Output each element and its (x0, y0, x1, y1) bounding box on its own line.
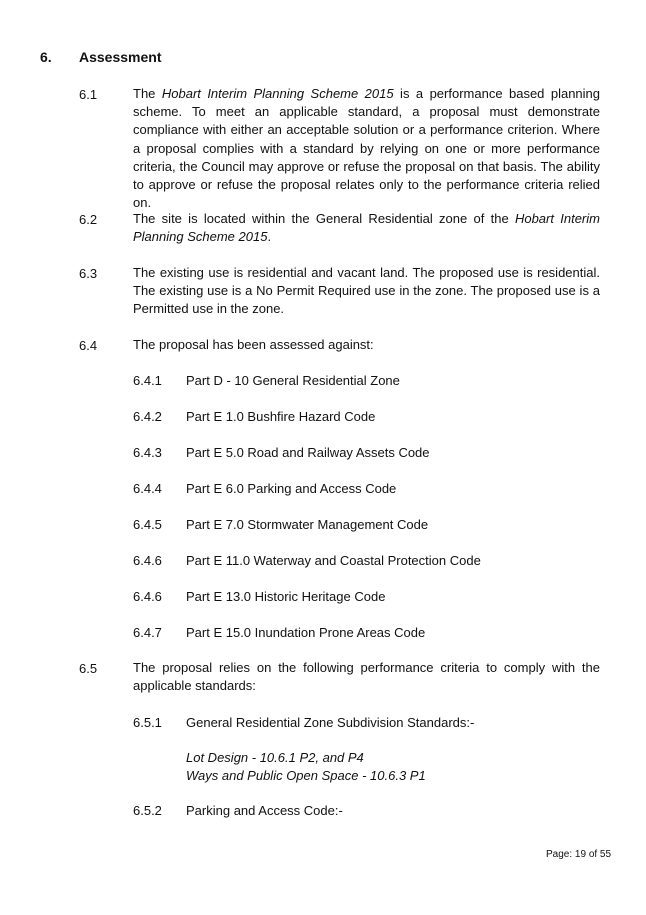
page-number: Page: 19 of 55 (546, 849, 612, 860)
list-item-number: 6.4.1 (133, 373, 162, 388)
paragraph-text: . (267, 229, 272, 245)
list-item-number: 6.4.3 (133, 445, 162, 460)
list-item: Part E 11.0 Waterway and Coastal Protection Code (186, 553, 481, 568)
list-item-number: 6.4.2 (133, 409, 162, 424)
paragraph-number: 6.2 (79, 212, 98, 227)
performance-criterion: Ways and Public Open Space - 10.6.3 P1 (186, 768, 426, 783)
list-item-number: 6.5.1 (133, 715, 162, 730)
paragraph-6-2 (133, 210, 600, 246)
paragraph-text: The (133, 86, 162, 101)
list-item-number: 6.4.4 (133, 481, 162, 496)
list-item: General Residential Zone Subdivision Standards:- (186, 715, 475, 730)
paragraph-number: 6.4 (79, 338, 98, 353)
paragraph-number: 6.1 (79, 87, 98, 102)
section-title: Assessment (79, 49, 162, 65)
paragraph-text: is a performance based planning scheme. To meet an applicable standard, a proposal must demonstrate compliance with either an acceptable solution or a performance criterion. Where a proposal complies with a standard by relying on one or more performance criteria, the Council may approve or refuse the proposal on that basis. The ability to approve or refuse the proposal relates only to the performance criteria relied on. (133, 86, 601, 211)
paragraph-text: The site is located within the General Residential zone of the (133, 211, 515, 226)
list-item: Part E 6.0 Parking and Access Code (186, 481, 397, 496)
paragraph-6-4: The proposal has been assessed against: (133, 337, 374, 352)
list-item: Part E 1.0 Bushfire Hazard Code (186, 409, 376, 424)
list-item: Part E 13.0 Historic Heritage Code (186, 589, 386, 604)
list-item: Part E 7.0 Stormwater Management Code (186, 517, 429, 532)
section-number: 6. (40, 49, 52, 65)
scheme-name: Hobart Interim Planning Scheme 2015 (161, 86, 394, 101)
list-item-number: 6.4.6 (133, 589, 162, 604)
list-item: Part E 15.0 Inundation Prone Areas Code (186, 625, 426, 640)
list-item-number: 6.4.5 (133, 517, 162, 532)
list-item: Part E 5.0 Road and Railway Assets Code (186, 445, 430, 460)
paragraph-number: 6.3 (79, 266, 98, 281)
list-item-number: 6.4.7 (133, 625, 162, 640)
paragraph-6-5: The proposal relies on the following performance criteria to comply with the applicable standards: (133, 660, 600, 694)
paragraph-number: 6.5 (79, 661, 98, 676)
list-item: Parking and Access Code:- (186, 803, 343, 818)
performance-criterion: Lot Design - 10.6.1 P2, and P4 (186, 750, 364, 765)
list-item-number: 6.4.6 (133, 553, 162, 568)
paragraph-6-1 (133, 85, 600, 212)
list-item: Part D - 10 General Residential Zone (186, 373, 400, 388)
list-item-number: 6.5.2 (133, 803, 162, 818)
scheme-name: Hobart Interim Planning Scheme 2015 (133, 211, 600, 245)
paragraph-6-3: The existing use is residential and vacant land. The proposed use is residential. The existing use is a No Permit Required use in the zone. The proposed use is a Permitted use in the zone. (133, 265, 600, 317)
